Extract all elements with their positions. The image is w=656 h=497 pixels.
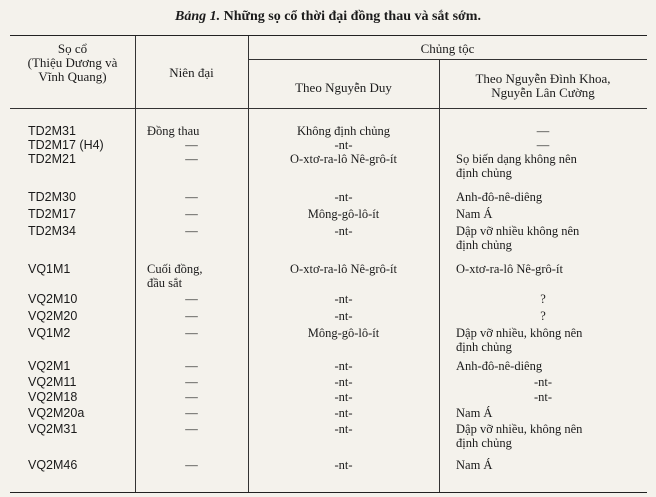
nguyen-duy-cell: -nt- bbox=[334, 292, 353, 306]
period-cell: Đồng thau bbox=[147, 124, 200, 138]
nguyen-duy-cell: O-xtơ-ra-lô Nê-grô-ít bbox=[290, 262, 397, 276]
skull-code: VQ2M10 bbox=[28, 292, 78, 306]
nguyen-dinh-khoa-cell: Anh-đô-nê-diêng bbox=[456, 190, 543, 204]
group-header-rule bbox=[248, 59, 647, 60]
period-cell: — bbox=[185, 359, 198, 373]
nguyen-dinh-khoa-cell: Anh-đô-nê-diêng bbox=[456, 359, 543, 373]
nguyen-duy-cell: Không định chủng bbox=[296, 124, 391, 138]
nguyen-duy-cell: -nt- bbox=[334, 190, 353, 204]
period-cell: — bbox=[185, 390, 198, 404]
header-bottom-rule bbox=[10, 108, 647, 109]
nguyen-duy-cell: -nt- bbox=[334, 375, 353, 389]
period-cell: — bbox=[185, 152, 198, 166]
skull-code: TD2M30 bbox=[28, 190, 76, 204]
nguyen-duy-cell: -nt- bbox=[334, 309, 353, 323]
nguyen-dinh-khoa-cell: Dập vỡ nhiều không nên định chủng bbox=[456, 224, 580, 252]
caption-title: Những sọ cổ thời đại đồng thau và sắt sớm. bbox=[223, 9, 481, 24]
skull-code: VQ1M2 bbox=[28, 326, 71, 340]
skull-code: VQ2M18 bbox=[28, 390, 78, 404]
skull-code: VQ2M1 bbox=[28, 359, 71, 373]
skull-code: VQ2M46 bbox=[28, 458, 78, 472]
skull-code: TD2M17 bbox=[28, 207, 76, 221]
nguyen-dinh-khoa-cell: -nt- bbox=[533, 375, 553, 389]
nguyen-duy-cell: Mông-gô-lô-ít bbox=[307, 207, 380, 221]
nguyen-dinh-khoa-cell: ? bbox=[540, 309, 546, 323]
nguyen-dinh-khoa-cell: Nam Á bbox=[456, 406, 493, 420]
nguyen-duy-cell: -nt- bbox=[334, 390, 353, 404]
period-cell: — bbox=[185, 309, 198, 323]
period-cell: Cuối đồng, đầu sắt bbox=[147, 262, 203, 290]
header-period: Niên đại bbox=[169, 65, 214, 80]
period-cell: — bbox=[185, 292, 198, 306]
nguyen-dinh-khoa-cell: — bbox=[536, 124, 550, 138]
period-cell: — bbox=[185, 375, 198, 389]
skull-code: TD2M34 bbox=[28, 224, 76, 238]
skull-code: VQ2M20 bbox=[28, 309, 78, 323]
nguyen-duy-cell: -nt- bbox=[334, 224, 353, 238]
skull-code: TD2M31 bbox=[28, 124, 76, 138]
skull-code: TD2M17 (H4) bbox=[28, 138, 104, 152]
nguyen-dinh-khoa-cell: Nam Á bbox=[456, 458, 493, 472]
period-cell: — bbox=[185, 458, 198, 472]
period-cell: — bbox=[185, 224, 198, 238]
skull-code: VQ2M20a bbox=[28, 406, 85, 420]
header-skull: Sọ cổ (Thiệu Dương và Vĩnh Quang) bbox=[27, 41, 118, 84]
header-race-group: Chủng tộc bbox=[420, 41, 475, 56]
nguyen-dinh-khoa-cell: Dập vỡ nhiều, không nên định chủng bbox=[456, 422, 583, 450]
period-cell: — bbox=[185, 207, 198, 221]
nguyen-duy-cell: O-xtơ-ra-lô Nê-grô-ít bbox=[290, 152, 397, 166]
nguyen-dinh-khoa-cell: -nt- bbox=[533, 390, 553, 404]
header-nguyen-duy: Theo Nguyễn Duy bbox=[295, 80, 392, 95]
nguyen-dinh-khoa-cell: Dập vỡ nhiều, không nên định chủng bbox=[456, 326, 583, 354]
nguyen-duy-cell: -nt- bbox=[334, 458, 353, 472]
period-cell: — bbox=[185, 326, 198, 340]
nguyen-duy-cell: -nt- bbox=[334, 422, 353, 436]
nguyen-duy-cell: -nt- bbox=[334, 359, 353, 373]
table-caption bbox=[0, 9, 656, 25]
period-cell: — bbox=[185, 422, 198, 436]
skull-code: VQ2M11 bbox=[28, 375, 77, 389]
nguyen-dinh-khoa-cell: Nam Á bbox=[456, 207, 493, 221]
nguyen-dinh-khoa-cell: O-xtơ-ra-lô Nê-grô-ít bbox=[456, 262, 563, 276]
nguyen-dinh-khoa-cell: Sọ biến dạng không nên định chủng bbox=[456, 152, 577, 180]
period-cell: — bbox=[185, 190, 198, 204]
skull-table bbox=[10, 35, 647, 493]
period-cell: — bbox=[185, 138, 198, 152]
caption-lead: Bảng 1. bbox=[175, 9, 221, 24]
nguyen-duy-cell: -nt- bbox=[334, 406, 353, 420]
skull-code: VQ1M1 bbox=[28, 262, 71, 276]
skull-code: TD2M21 bbox=[28, 152, 76, 166]
nguyen-dinh-khoa-cell: — bbox=[536, 138, 550, 152]
nguyen-duy-cell: Mông-gô-lô-ít bbox=[307, 326, 380, 340]
nguyen-dinh-khoa-cell: ? bbox=[540, 292, 546, 306]
nguyen-duy-cell: -nt- bbox=[334, 138, 353, 152]
header-nguyen-dinh-khoa: Theo Nguyễn Đình Khoa, Nguyễn Lân Cường bbox=[475, 71, 611, 100]
period-cell: — bbox=[185, 406, 198, 420]
skull-code: VQ2M31 bbox=[28, 422, 78, 436]
